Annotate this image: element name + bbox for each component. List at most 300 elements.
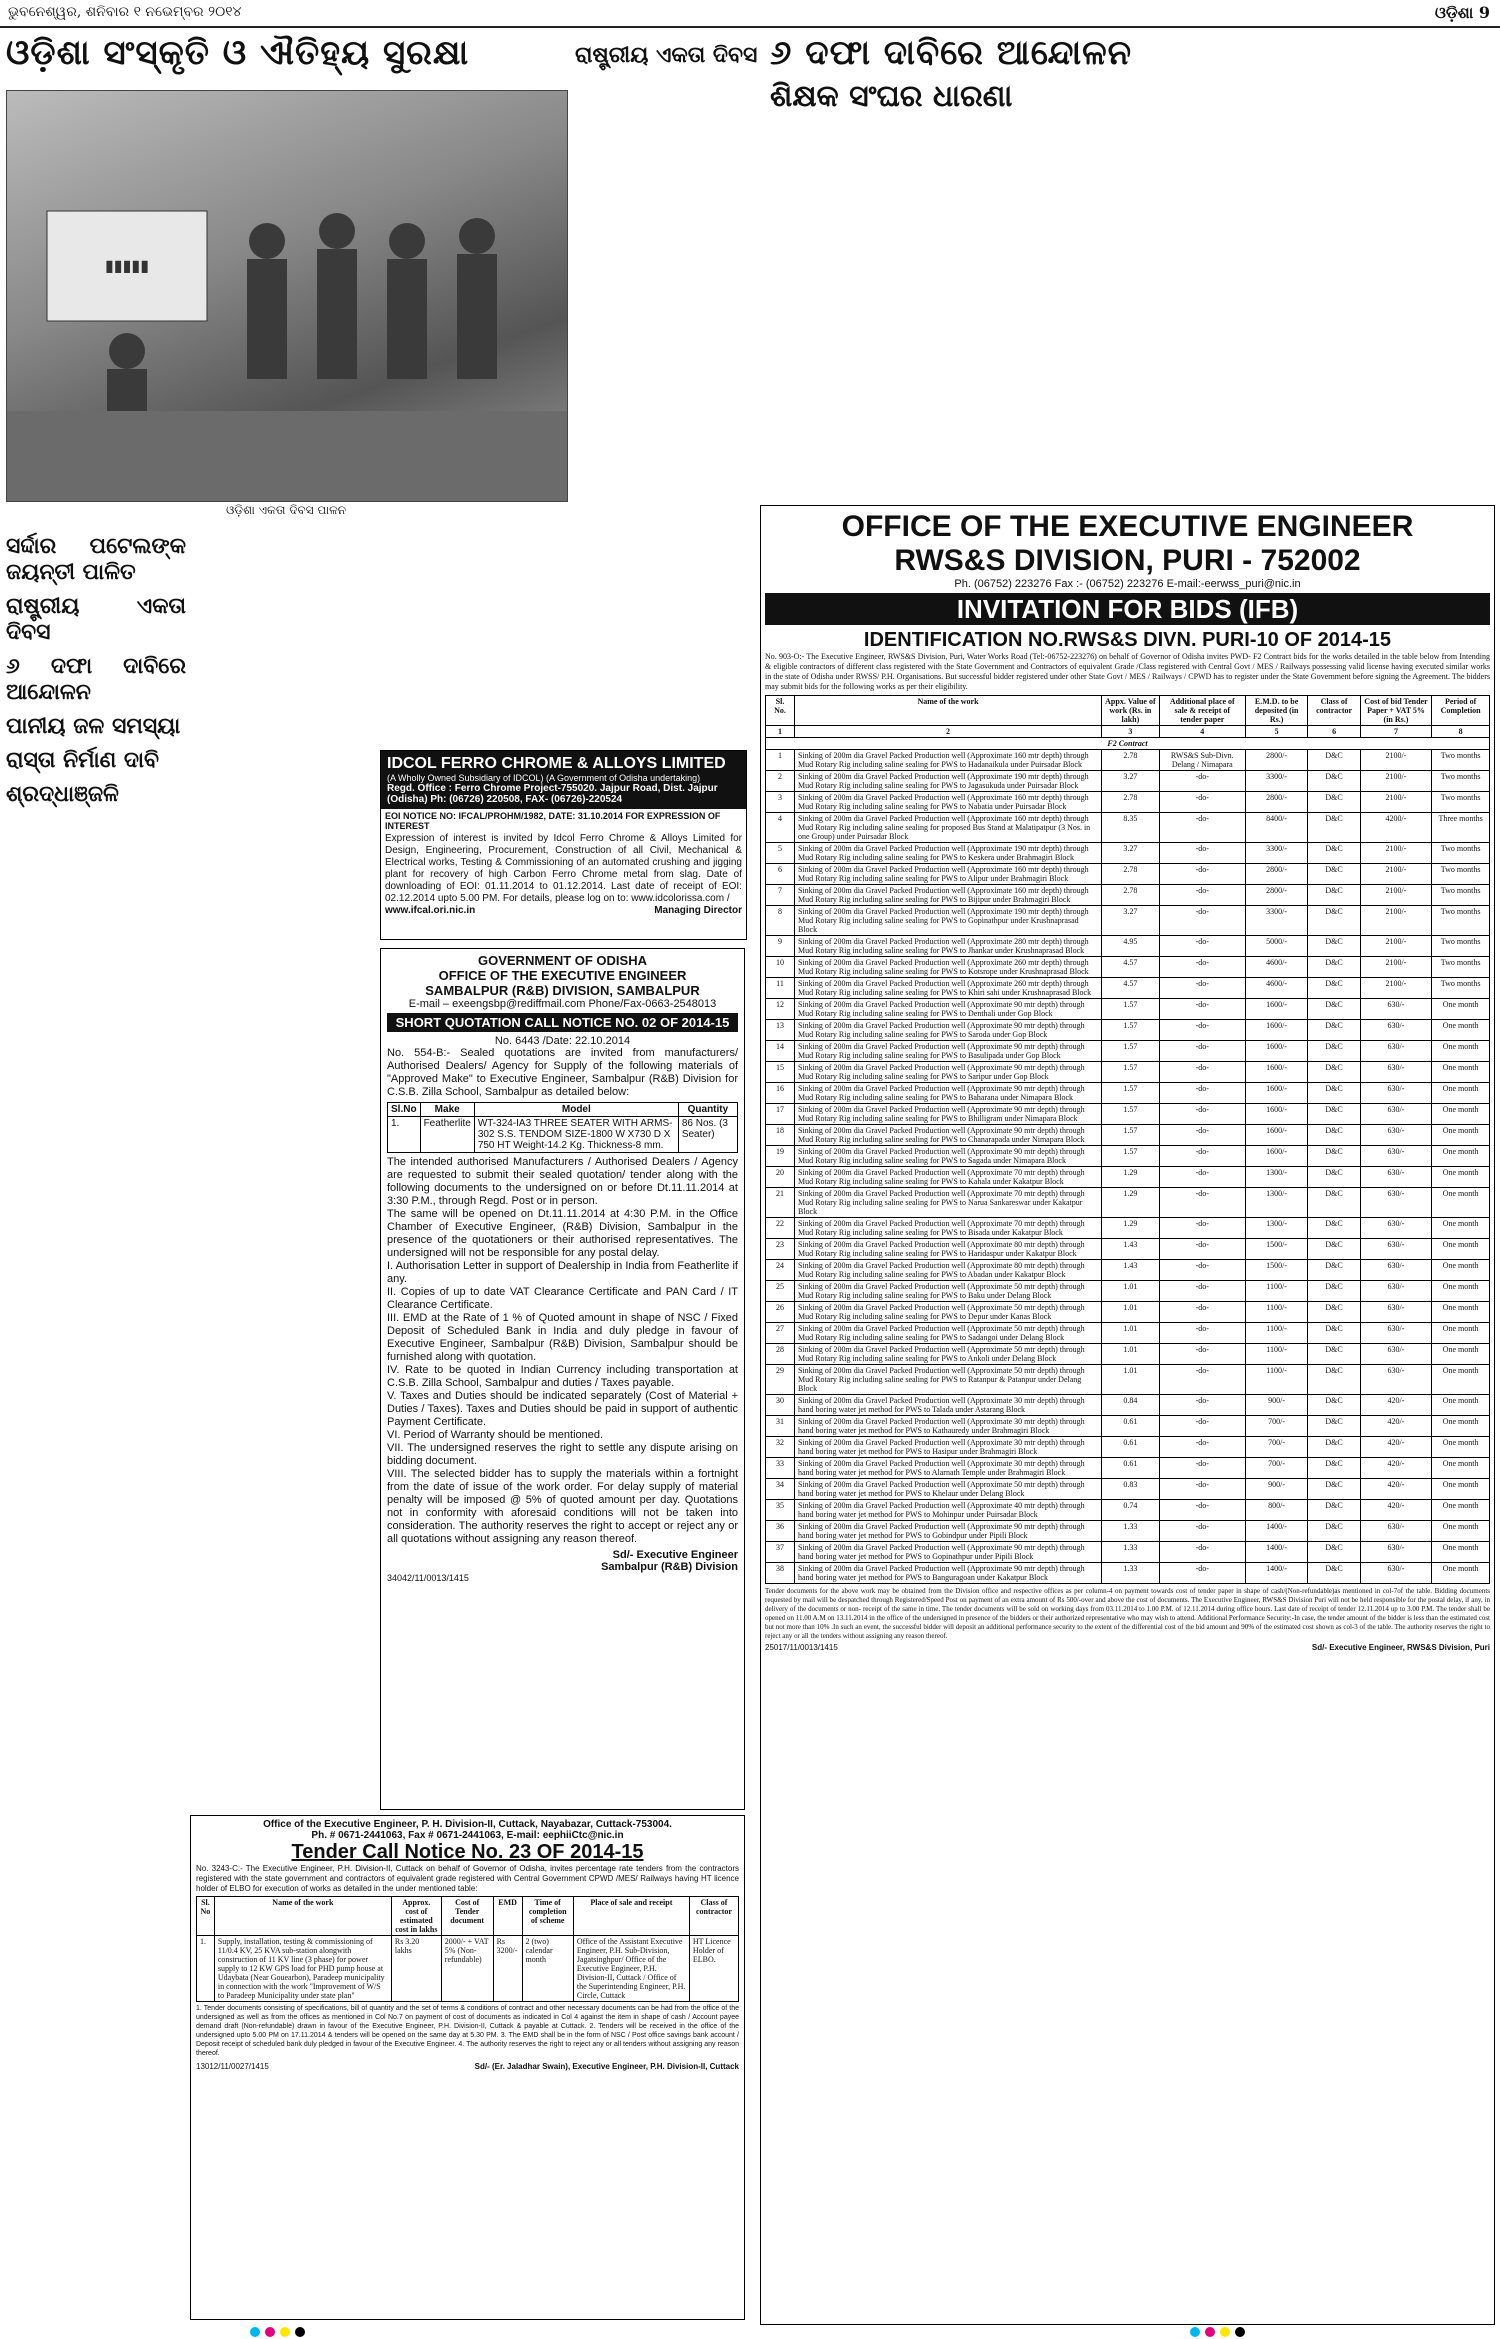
table-header: Cost of bid Tender Paper + VAT 5% (in Rs.) [1360,696,1432,726]
table-cell: Sinking of 200m dia Gravel Packed Production well (Approximate 90 mtr depth) through hand boring water jet method for PWS to Banguragoan under Kakatpur Block [795,1563,1102,1584]
table-cell: 22 [766,1218,795,1239]
table-cell: D&C [1308,1302,1360,1323]
table-cell: 1.01 [1102,1302,1160,1323]
table-cell: 1.01 [1102,1281,1160,1302]
table-row [766,1167,1490,1188]
table-cell: D&C [1308,1083,1360,1104]
table-cell: Sinking of 200m dia Gravel Packed Production well (Approximate 190 mtr depth) through Mud Rotary Rig including saline sealing for PWS to Keskera under Brahmagiri Block [795,843,1102,864]
table-cell: Sinking of 200m dia Gravel Packed Production well (Approximate 90 mtr depth) through Mud Rotary Rig including saline sealing for PWS to Basulipada under Gop Block [795,1041,1102,1062]
table-cell: 18 [766,1125,795,1146]
sambalpur-title: SHORT QUOTATION CALL NOTICE NO. 02 OF 2014-15 [387,1013,738,1032]
table-cell: 1.33 [1102,1542,1160,1563]
table-row [766,1563,1490,1584]
table-cell: 1.57 [1102,1020,1160,1041]
table-cell: D&C [1308,1260,1360,1281]
news-photo [6,90,568,502]
table-cell: 630/- [1360,1302,1432,1323]
table-cell: 1100/- [1245,1302,1308,1323]
table-cell: 3300/- [1245,843,1308,864]
table-cell: 1.29 [1102,1167,1160,1188]
list-item: III. EMD at the Rate of 1 % of Quoted amount in shape of NSC / Fixed Deposit of Scheduled Bank in India and duly pledge in favour of Executive Engineer, Sambalpur (R&B) Division, Sambalpur should be furnished along with quotation. [387,1312,738,1363]
table-cell: 630/- [1360,1167,1432,1188]
table-cell: D&C [1308,936,1360,957]
table-cell: 20 [766,1167,795,1188]
table-header: EMD [493,1897,522,1936]
table-col-num: 5 [1245,726,1308,738]
table-cell: 3300/- [1245,771,1308,792]
table-header: Approx. cost of estimated cost in lakhs [391,1897,441,1936]
table-row [766,1218,1490,1239]
table-cell: D&C [1308,1281,1360,1302]
page-number: ଓଡ଼ିଶା 9 [1434,3,1490,22]
table-cell: Sinking of 200m dia Gravel Packed Production well (Approximate 160 mtr depth) through Mud Rotary Rig including saline sealing for PWS to Bijipur under Brahmagiri Block [795,885,1102,906]
table-cell: 1600/- [1245,1020,1308,1041]
table-cell: 1.57 [1102,999,1160,1020]
table-cell: D&C [1308,1146,1360,1167]
table-cell: 1500/- [1245,1260,1308,1281]
table-cell: Sinking of 200m dia Gravel Packed Production well (Approximate 90 mtr depth) through Mud Rotary Rig including saline sealing for PWS to Chanarapada under Nimapara Block [795,1125,1102,1146]
table-cell: Sinking of 200m dia Gravel Packed Production well (Approximate 160 mtr depth) through Mud Rotary Rig including saline sealing for PWS to Alipur under Brahmagiri Block [795,864,1102,885]
puri-footer [765,1643,1490,1652]
table-cell: One month [1432,1188,1490,1218]
table-cell: 420/- [1360,1395,1432,1416]
table-cell: D&C [1308,1239,1360,1260]
table-cell: -do- [1159,1416,1245,1437]
table-cell: 2000/- + VAT 5% (Non-refundable) [441,1936,493,2002]
table-cell: 37 [766,1542,795,1563]
table-row [766,750,1490,771]
cuttack-office: Office of the Executive Engineer, P. H. Division-II, Cuttack, Nayabazar, Cuttack-753004. [263,1819,672,1830]
table-cell: 86 Nos. (3 Seater) [678,1117,737,1153]
table-row [766,885,1490,906]
table-header: Model [474,1103,678,1117]
table-cell: Sinking of 200m dia Gravel Packed Production well (Approximate 190 mtr depth) through Mud Rotary Rig including saline sealing for PWS to Jagasukuda under Puirsadar Block [795,771,1102,792]
table-cell: Sinking of 200m dia Gravel Packed Production well (Approximate 280 mtr depth) through Mud Rotary Rig including saline sealing for PWS to Jhankar under Krushnaprasad Block [795,936,1102,957]
table-cell: 3.27 [1102,843,1160,864]
table-cell: D&C [1308,1125,1360,1146]
table-header: Make [420,1103,474,1117]
table-cell: Featherlite [420,1117,474,1153]
sambalpur-email: E-mail – exeengsbp@rediffmail.com Phone/Fax-0663-2548013 [408,998,717,1010]
sambalpur-gov: GOVERNMENT OF ODISHA [477,953,647,968]
table-cell: D&C [1308,1365,1360,1395]
table-cell: One month [1432,1479,1490,1500]
registration-dot-cyan [250,2327,260,2337]
table-cell: 6 [766,864,795,885]
table-cell: One month [1432,1365,1490,1395]
table-row [766,1458,1490,1479]
list-item: VII. The undersigned reserves the right to settle any dispute arising on bidding document. [387,1442,738,1467]
table-header: Sl. No. [766,696,795,726]
table-row [766,813,1490,843]
table-cell: -do- [1159,1500,1245,1521]
table-cell: D&C [1308,999,1360,1020]
table-header: Name of the work [795,696,1102,726]
table-cell: 420/- [1360,1479,1432,1500]
table-cell: 1.01 [1102,1323,1160,1344]
table-cell: 25 [766,1281,795,1302]
table-cell: 2100/- [1360,906,1432,936]
table-cell: D&C [1308,1323,1360,1344]
table-cell: 4.95 [1102,936,1160,957]
table-header: Quantity [678,1103,737,1117]
table-cell: 2 [766,771,795,792]
svg-text:▮▮▮▮▮: ▮▮▮▮▮ [104,256,150,275]
table-cell: 12 [766,999,795,1020]
table-cell: 1.57 [1102,1083,1160,1104]
table-cell: 1.33 [1102,1563,1160,1584]
table-cell: Sinking of 200m dia Gravel Packed Production well (Approximate 70 mtr depth) through Mud Rotary Rig including saline sealing for PWS to Bisada under Kakatpur Block [795,1218,1102,1239]
table-cell: 1.33 [1102,1521,1160,1542]
table-row [766,978,1490,999]
table-cell: -do- [1159,1146,1245,1167]
cuttack-notes: 1. Tender documents consisting of specifications, bill of quantity and the set of terms & conditions of contract and other necessary documents can be had from the office of the undersigned as well as from the offices as mentioned in Col No.7 on payment of cost of documents as indicated in Col 4 against the item in shape of cash / Account payee demand draft (Non-refundable) drawn in favour of the Executive Engineer, P.H. Division-II, Cuttack & payable at Cuttack. 2. Tenders will be received in the office of the undersigned upto 5.00 PM on 17.11.2014 & tenders will be opened on the same day at 5.30 PM. 3. The EMD shall be in the form of NSC / Post office savings bank account / Deposit receipt of scheduled bank duly pledged in favour of the Executive Engineer. 4. The authority reserves the right to reject any or all tenders without assigning any reason thereof. [196,2005,739,2057]
table-cell: 1100/- [1245,1281,1308,1302]
table-cell: 800/- [1245,1500,1308,1521]
table-header: Place of sale and receipt [573,1897,689,1936]
table-cell: 1100/- [1245,1344,1308,1365]
table-cell: 31 [766,1416,795,1437]
table-cell: 630/- [1360,1020,1432,1041]
table-cell: 14 [766,1041,795,1062]
table-cell: Sinking of 200m dia Gravel Packed Production well (Approximate 30 mtr depth) through hand boring water jet method for PWS to Talada under Astarang Block [795,1395,1102,1416]
table-cell: 33 [766,1458,795,1479]
table-cell: Sinking of 200m dia Gravel Packed Production well (Approximate 70 mtr depth) through Mud Rotary Rig including saline sealing for PWS to Narua Sankareswar under Kakatpur Block [795,1188,1102,1218]
table-cell: 900/- [1245,1395,1308,1416]
article-2-headline: ସର୍ଦ୍ଦାର ପଟେଲଙ୍କ ଜୟନ୍ତୀ ପାଳିତ [6,533,186,585]
sambalpur-ref: 34042/11/0013/1415 [387,1573,469,1583]
puri-sign: Sd/- Executive Engineer, RWS&S Division, Puri [1311,1643,1490,1652]
table-cell: Two months [1432,936,1490,957]
cuttack-ph: Ph. # 0671-2441063, Fax # 0671-2441063, E-mail: eephiiCtc@nic.in [311,1830,624,1841]
table-cell: 2100/- [1360,792,1432,813]
idcol-subtitle: (A Wholly Owned Subsidiary of IDCOL) (A Government of Odisha undertaking) [387,773,701,783]
sambalpur-sign1: Sd/- Executive Engineer [612,1549,738,1561]
table-cell: 4200/- [1360,813,1432,843]
table-cell: D&C [1308,843,1360,864]
table-cell: D&C [1308,1416,1360,1437]
table-cell: 630/- [1360,1104,1432,1125]
table-cell: D&C [1308,1188,1360,1218]
table-cell: Sinking of 200m dia Gravel Packed Production well (Approximate 80 mtr depth) through Mud Rotary Rig including saline sealing for PWS to Haridaspur under Kakatpur Block [795,1239,1102,1260]
table-cell: -do- [1159,1281,1245,1302]
table-cell: 3.27 [1102,771,1160,792]
table-row [766,1062,1490,1083]
table-cell: 2800/- [1245,792,1308,813]
table-cell: -do- [1159,978,1245,999]
table-cell: One month [1432,1281,1490,1302]
table-header: Cost of Tender document [441,1897,493,1936]
table-col-num: 3 [1102,726,1160,738]
table-cell: 3 [766,792,795,813]
table-row [766,1188,1490,1218]
table-cell: 5000/- [1245,936,1308,957]
table-cell: 630/- [1360,1146,1432,1167]
table-cell: 28 [766,1344,795,1365]
table-col-num: 4 [1159,726,1245,738]
photo-crowd-illustration [7,91,567,501]
table-cell: D&C [1308,1542,1360,1563]
table-cell: -do- [1159,771,1245,792]
puri-ph: Ph. (06752) 223276 Fax :- (06752) 223276 E-mail:-eerwss_puri@nic.in [954,578,1301,590]
table-cell: 0.61 [1102,1458,1160,1479]
idcol-sign: Managing Director [654,905,742,916]
table-cell: Sinking of 200m dia Gravel Packed Production well (Approximate 40 mtr depth) through hand boring water jet method for PWS to Mohinpur under Puirsadar Block [795,1500,1102,1521]
table-cell: One month [1432,1041,1490,1062]
table-cell: 1.57 [1102,1104,1160,1125]
table-cell: 8.35 [1102,813,1160,843]
table-cell: 630/- [1360,1521,1432,1542]
table-cell: 630/- [1360,1542,1432,1563]
table-row [766,843,1490,864]
idcol-web[interactable]: www.ifcal.ori.nic.in [385,905,476,916]
sambalpur-list [387,1260,738,1546]
table-col-num: 2 [795,726,1102,738]
article-3-headline-wrap [770,34,1490,144]
table-cell: 630/- [1360,1281,1432,1302]
table-cell: One month [1432,1104,1490,1125]
table-cell: -do- [1159,1239,1245,1260]
table-cell: One month [1432,1500,1490,1521]
table-cell: One month [1432,1323,1490,1344]
table-header: Name of the work [214,1897,391,1936]
registration-dot-yellow [280,2327,290,2337]
table-cell: Two months [1432,750,1490,771]
table-cell: 2 (two) calendar month [522,1936,573,2002]
table-cell: 420/- [1360,1416,1432,1437]
table-cell: Sinking of 200m dia Gravel Packed Production well (Approximate 90 mtr depth) through Mud Rotary Rig including saline sealing for PWS to Sagada under Nimapara Block [795,1146,1102,1167]
table-cell: D&C [1308,1167,1360,1188]
table-cell: -do- [1159,1218,1245,1239]
table-col-num: 7 [1360,726,1432,738]
table-cell: 900/- [1245,1479,1308,1500]
table-row [766,1479,1490,1500]
table-header: Class of contractor [1308,696,1360,726]
table-cell: 1600/- [1245,1041,1308,1062]
sambalpur-intro: No. 554-B:- Sealed quotations are invited from manufacturers/ Authorised Dealers/ Agency for Supply of the following materials of "Approved Make" to Executive Engineer, Sambalpur (R&B) Division for C.S.B. Zilla School, Sambalpur as detailed below: [387,1047,738,1098]
table-cell: 1600/- [1245,1062,1308,1083]
table-cell: HT Licence Holder of ELBO. [689,1936,738,2002]
table-cell: 2.78 [1102,792,1160,813]
table-cell: 630/- [1360,1323,1432,1344]
cuttack-notice [190,1815,745,2320]
table-cell: 4600/- [1245,978,1308,999]
table-cell: One month [1432,999,1490,1020]
table-cell: 630/- [1360,1239,1432,1260]
table-cell: Supply, installation, testing & commissioning of 11/0.4 KV, 25 KVA sub-station alongwith construction of 11 KV line (3 phase) for power supply to 12 KW GPS load for PHD pump house at Udaybata (Near Gouearbon), Paradeep municipality in connection with the work "Improvement of W/S to Paradeep Municipality under state plan" [214,1936,391,2002]
table-cell: Sinking of 200m dia Gravel Packed Production well (Approximate 90 mtr depth) through Mud Rotary Rig including saline sealing for PWS to Saripur under Gop Block [795,1062,1102,1083]
table-cell: 29 [766,1365,795,1395]
table-cell: 27 [766,1323,795,1344]
table-cell: 2100/- [1360,885,1432,906]
table-cell: D&C [1308,1521,1360,1542]
table-cell: 4 [766,813,795,843]
table-cell: 630/- [1360,1563,1432,1584]
table-row [766,1521,1490,1542]
puri-ref: 25017/11/0013/1415 [765,1643,838,1652]
table-cell: 1300/- [1245,1167,1308,1188]
table-cell: Sinking of 200m dia Gravel Packed Production well (Approximate 30 mtr depth) through hand boring water jet method for PWS to Kathauredy under Brahmagiri Block [795,1416,1102,1437]
idcol-footer [381,905,746,916]
table-row [766,957,1490,978]
sambalpur-no: No. 6443 /Date: 22.10.2014 [494,1035,631,1047]
table-row [766,1395,1490,1416]
article-3-headline: ୬ ଦଫା ଦାବିରେ ଆନ୍ଦୋଳନ [6,653,186,705]
table-cell: 1100/- [1245,1323,1308,1344]
table-cell: 8400/- [1245,813,1308,843]
table-cell: 1400/- [1245,1542,1308,1563]
cuttack-intro: No. 3243-C:- The Executive Engineer, P.H. Division-II, Cuttack on behalf of Governor of Odisha, invites percentage rate tenders from the contractors registered with the state government and contractors of equivalent grade registered with Central Government CPWD /MES/ Railways having HT licence holder of ELBO for execution of works as detailed in the under mentioned table: [196,1864,739,1893]
table-cell: One month [1432,1521,1490,1542]
table-cell: -do- [1159,1395,1245,1416]
puri-table [765,695,1490,1584]
table-cell: Sinking of 200m dia Gravel Packed Production well (Approximate 260 mtr depth) through Mud Rotary Rig including saline sealing for PWS to Kotsrope under Krushnaprasad Block [795,957,1102,978]
table-cell: -do- [1159,1104,1245,1125]
sambalpur-sign2: Sambalpur (R&B) Division [601,1561,738,1573]
puri-band: INVITATION FOR BIDS (IFB) [765,593,1490,625]
cuttack-title: Tender Call Notice No. 23 OF 2014-15 [291,1841,644,1863]
table-cell: 7 [766,885,795,906]
puri-table-nums [766,726,1490,738]
registration-dot-magenta [1205,2327,1215,2337]
table-cell: 13 [766,1020,795,1041]
table-cell: Sinking of 200m dia Gravel Packed Production well (Approximate 260 mtr depth) through Mud Rotary Rig including saline sealing for PWS to Khiri sahi under Krushnaprasad Block [795,978,1102,999]
idcol-office: Regd. Office : Ferro Chrome Project-755020. Jajpur Road, Dist. Jajpur (Odisha) Ph: (06726) 220508, FAX- (06726)-220524 [387,783,718,805]
puri-div: RWS&S DIVISION, PURI - 752002 [894,544,1361,577]
idcol-name: IDCOL FERRO CHROME & ALLOYS LIMITED [387,755,726,772]
table-cell: D&C [1308,1563,1360,1584]
photo-caption: ଓଡ଼ିଶା ଏକତା ଦିବସ ପାଳନ [225,503,347,517]
table-cell: 700/- [1245,1437,1308,1458]
table-row [766,1416,1490,1437]
table-cell: 1600/- [1245,999,1308,1020]
table-cell: 1.57 [1102,1146,1160,1167]
table-cell: 0.84 [1102,1395,1160,1416]
table-cell: 1300/- [1245,1188,1308,1218]
idcol-notice [380,750,747,940]
article-6-sub: ଶ୍ରଦ୍ଧାଞ୍ଜଳି [6,781,119,807]
idcol-header [381,751,746,809]
table-cell: D&C [1308,1500,1360,1521]
table-cell: -do- [1159,1437,1245,1458]
table-cell: 2100/- [1360,864,1432,885]
list-item: VIII. The selected bidder has to supply the materials within a fortnight from the date of issue of the work order. For delay supply of material penalty will be imposed @ 5% of quoted amount per day. Quotations not in conformity with aforesaid conditions will not be taken into consideration. The authority reserves the right to accept or reject any or all quotations without assigning any reason thereof. [387,1468,738,1545]
table-row [766,864,1490,885]
table-cell: 630/- [1360,1260,1432,1281]
table-cell: D&C [1308,957,1360,978]
table-cell: 1.29 [1102,1218,1160,1239]
table-cell: 2100/- [1360,936,1432,957]
puri-table-head [766,696,1490,726]
table-row [766,792,1490,813]
table-cell: 34 [766,1479,795,1500]
table-row [766,1239,1490,1260]
table-cell: -do- [1159,792,1245,813]
table-row [766,1104,1490,1125]
puri-ifb-notice [760,505,1495,2325]
table-cell: 630/- [1360,1041,1432,1062]
table-cell: D&C [1308,1458,1360,1479]
table-header: Appx. Value of work (Rs. in lakh) [1102,696,1160,726]
table-cell: 0.74 [1102,1500,1160,1521]
sambalpur-table-head [388,1103,738,1117]
idcol-text: Expression of interest is invited by Idcol Ferro Chrome & Alloys Limited for Design, Engineering, Procurement, Construction of all Civil, Mechanical & Electrical works, Testing & Commissioning of an automated crushing and jigging plant for recovery of high Carbon Ferro Chrome metal from slag. Date of downloading of EOI: 01.11.2014 to 01.12.2014. Last date of receipt of EOI: 02.12.2014 upto 5.00 PM. For details, please log on to: www.idcolorissa.com / [385,833,742,904]
table-cell: 630/- [1360,1083,1432,1104]
table-cell: Two months [1432,843,1490,864]
table-cell: 21 [766,1188,795,1218]
table-row [766,1323,1490,1344]
table-cell: D&C [1308,1062,1360,1083]
table-cell: One month [1432,1218,1490,1239]
table-cell: One month [1432,1260,1490,1281]
table-cell: 1. [388,1117,421,1153]
article-2-sub: ରାଷ୍ଟ୍ରୀୟ ଏକତା ଦିବସ [6,593,186,645]
table-cell: 0.83 [1102,1479,1160,1500]
table-cell: Sinking of 200m dia Gravel Packed Production well (Approximate 160 mtr depth) through Mud Rotary Rig including saline sealing for PWS to Hadanaikula under Puirsadar Block [795,750,1102,771]
table-cell: 30 [766,1395,795,1416]
table-cell: -do- [1159,936,1245,957]
table-cell: 17 [766,1104,795,1125]
table-cell: D&C [1308,1104,1360,1125]
list-item: V. Taxes and Duties should be indicated separately (Cost of Material + Duties / Taxes). Taxes and Duties should be paid in support of authentic Payment Certificate. [387,1390,738,1428]
table-cell: -do- [1159,1521,1245,1542]
table-cell: -do- [1159,906,1245,936]
table-header: Period of Completion [1432,696,1490,726]
table-cell: Two months [1432,864,1490,885]
table-row [766,1302,1490,1323]
table-cell: Two months [1432,957,1490,978]
table-cell: -do- [1159,1563,1245,1584]
table-cell: 2.78 [1102,864,1160,885]
cuttack-sign: Sd/- (Er. Jaladhar Swain), Executive Engineer, P.H. Division-II, Cuttack [474,2062,739,2071]
table-cell: 23 [766,1239,795,1260]
table-cell: 1.29 [1102,1188,1160,1218]
registration-dot-magenta [265,2327,275,2337]
table-cell: 630/- [1360,1125,1432,1146]
table-row [766,1041,1490,1062]
table-row [766,1365,1490,1395]
table-cell: D&C [1308,1041,1360,1062]
table-row [766,1146,1490,1167]
table-cell: 1500/- [1245,1239,1308,1260]
table-cell: 2800/- [1245,750,1308,771]
table-cell: -do- [1159,864,1245,885]
sambalpur-div: SAMBALPUR (R&B) DIVISION, SAMBALPUR [425,983,700,998]
table-cell: Sinking of 200m dia Gravel Packed Production well (Approximate 50 mtr depth) through Mud Rotary Rig including saline sealing for PWS to Baku under Delang Block [795,1281,1102,1302]
registration-dot-yellow [1220,2327,1230,2337]
table-row [766,1281,1490,1302]
table-cell: 3.27 [1102,906,1160,936]
table-cell: -do- [1159,1062,1245,1083]
puri-table-contract [766,738,1490,750]
table-row [766,906,1490,936]
table-header: Time of completion of scheme [522,1897,573,1936]
table-row [766,1020,1490,1041]
table-cell: D&C [1308,1395,1360,1416]
table-cell: 630/- [1360,1218,1432,1239]
table-cell: 36 [766,1521,795,1542]
registration-dot-black [1235,2327,1245,2337]
table-cell: 11 [766,978,795,999]
list-item: II. Copies of up to date VAT Clearance Certificate and PAN Card / IT Clearance Certificate. [387,1286,738,1311]
table-cell: D&C [1308,906,1360,936]
puri-notes: Tender documents for the above work may be obtained from the Division office and respective offices as per column-4 on payment towards cost of tender paper in shape of cash/(Non-refundable)as mentioned in col-7of the table. Bidding documents requested by mail will be despatched through Registered/Speed Post on payment of an extra amount of Rs 500/-over and above the cost of documents. The Executive Engineer, RWS&S Division Puri will not be held responsible for the postal delay, if any, in delivery of the documents or non- receipt of the same in time. The tender documents will be sold on working days from 03.11.2014 to 1.00 P.M. of 12.11.2014 during office hours. Last date of receipt of tender 12.11.2014 up to 3.00 P.M. The tender shall be opened on 11.00 A.M on 13.11.2014 in the office of the undersigned in presence of the bidders or their authorized representative who may wish to attend. Additional Performance Security:-In case, the tender amount of the bidder is less than the estimated cost but not more than 10% .In such an event, the successful bidder will deposit an additional performance security to the extent of the differential cost of the bid amount and 90% of the estimated cost shown as col-3 of the table. The authority reserves the right to reject any or all the tenders without assigning any reason thereof. [765,1587,1490,1640]
table-cell: Sinking of 200m dia Gravel Packed Production well (Approximate 50 mtr depth) through Mud Rotary Rig including saline sealing for PWS to Ankoli under Delang Block [795,1344,1102,1365]
table-col-num: 1 [766,726,795,738]
article-1-headline-wrap [6,34,566,94]
table-cell: Office of the Assistant Executive Engineer, P.H. Sub-Division, Jagatsinghpur/ Office of the Executive Engineer, P.H. Division-II, Cuttack / Office of the Superintending Engineer, P.H. Circle, Cuttack [573,1936,689,2002]
table-cell: 2800/- [1245,864,1308,885]
